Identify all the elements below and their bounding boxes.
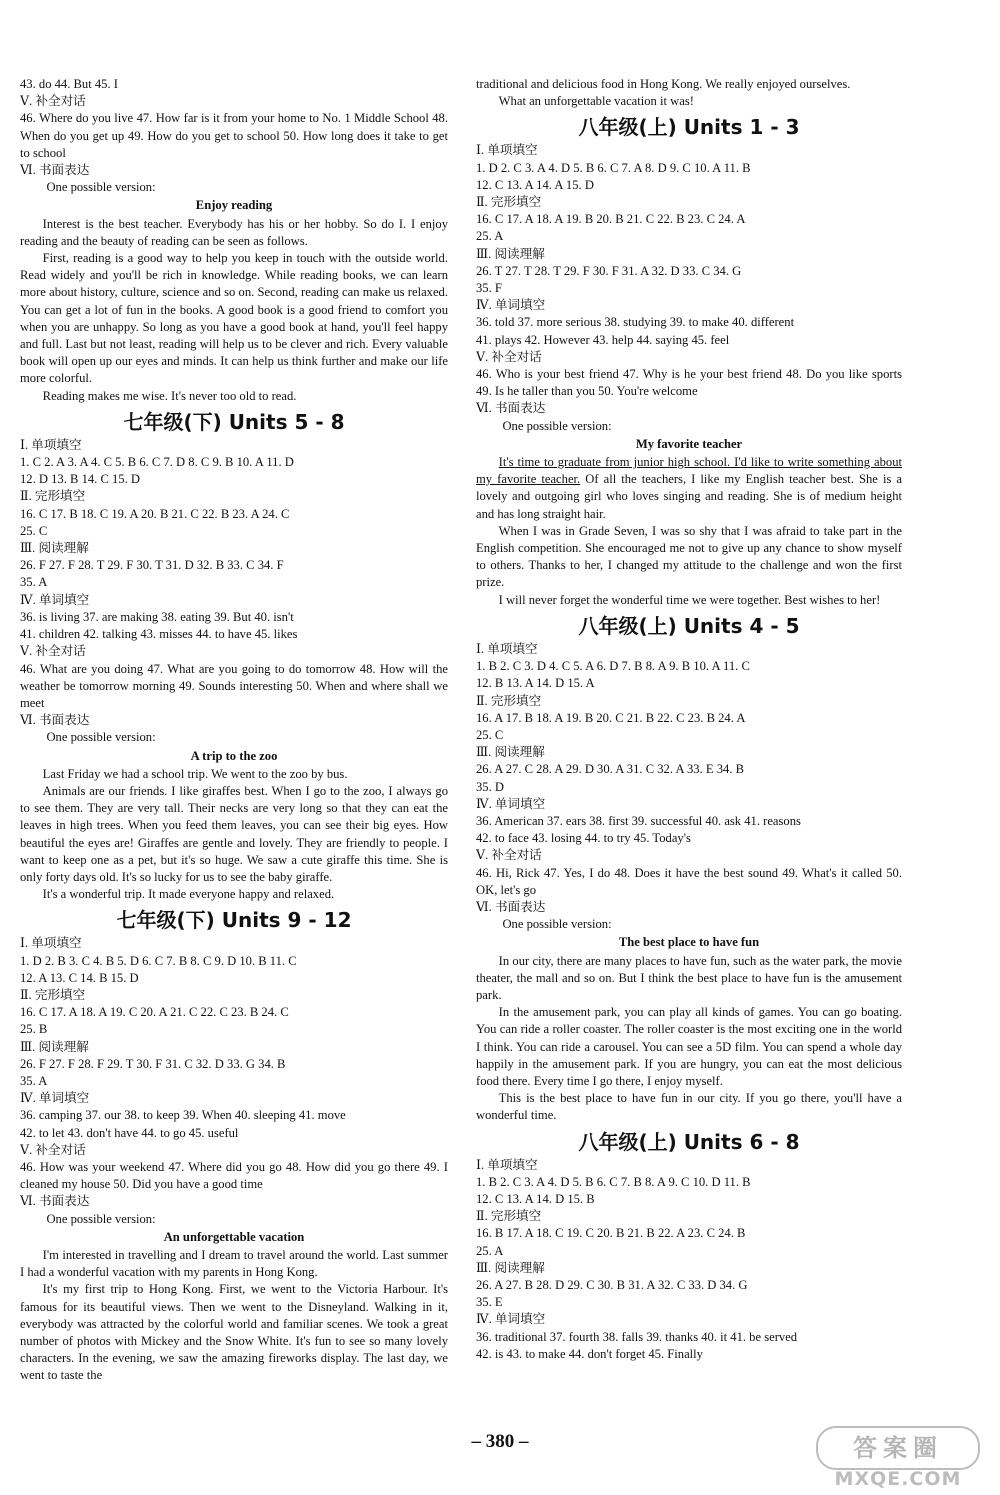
answer-line: 41. plays 42. However 43. help 44. saying 45. feel <box>476 332 730 347</box>
answer-line: 26. F 27. F 28. T 29. F 30. T 31. D 32. B 33. C 34. F <box>20 558 284 573</box>
version-note: One possible version: <box>46 730 156 745</box>
essay-title: Enjoy reading <box>195 198 273 213</box>
section-heading: Ⅵ. 书面表达 <box>476 899 546 914</box>
answer-line: 16. C 17. A 18. A 19. B 20. B 21. C 22. B 23. C 24. A <box>476 212 746 227</box>
section-heading: Ⅳ. 单词填空 <box>20 1091 90 1106</box>
answer-line: 12. B 13. A 14. D 15. A <box>476 676 595 691</box>
section-heading: Ⅵ. 书面表达 <box>476 401 546 416</box>
answer-line: 42. to let 43. don't have 44. to go 45. useful <box>20 1125 239 1140</box>
section-heading: Ⅱ. 完形填空 <box>20 987 86 1002</box>
page-number: – 380 – <box>471 1431 529 1452</box>
answer-line: 26. A 27. C 28. A 29. D 30. A 31. C 32. A 33. E 34. B <box>476 762 745 777</box>
paragraph: Last Friday we had a school trip. We went to the zoo by bus. <box>42 766 348 781</box>
answer-line: 35. E <box>476 1295 503 1310</box>
section-heading: Ⅰ. 单项填空 <box>20 437 82 452</box>
section-heading: Ⅰ. 单项填空 <box>20 936 82 951</box>
answer-line: 25. B <box>20 1022 48 1037</box>
paragraph: 46. What are you doing 47. What are you going to do tomorrow 48. How will the weather be tomorrow morning 49. Sounds interesting 50. When and where shall we meet <box>20 661 448 710</box>
paragraph: I will never forget the wonderful time we were together. Best wishes to her! <box>498 592 881 607</box>
essay-title: My favorite teacher <box>635 436 743 451</box>
section-heading: Ⅴ. 补全对话 <box>20 1142 86 1157</box>
section-heading: Ⅳ. 单词填空 <box>20 592 90 607</box>
section-heading: Ⅲ. 阅读理解 <box>476 745 545 760</box>
answer-line: 42. to face 43. losing 44. to try 45. Today's <box>476 831 691 846</box>
answer-line: 26. A 27. B 28. D 29. C 30. B 31. A 32. C 33. D 34. G <box>476 1278 748 1292</box>
watermark-url: MXQE.COM <box>834 1468 962 1490</box>
answer-line: 25. A <box>476 229 504 244</box>
answer-line: 35. A <box>20 575 48 590</box>
section-heading: Ⅵ. 书面表达 <box>20 713 90 728</box>
section-heading: Ⅲ. 阅读理解 <box>20 541 89 556</box>
answer-line: 25. A <box>476 1243 504 1258</box>
underlined-text: It's time to graduate from junior high school. I'd like to write something about my favorite teacher. <box>476 455 902 487</box>
answer-line: 1. D 2. B 3. C 4. B 5. D 6. C 7. B 8. C 9. D 10. B 11. C <box>20 953 297 968</box>
answer-line: 12. C 13. A 14. A 15. D <box>476 177 594 192</box>
paragraph: I'm interested in travelling and I dream to travel around the world. Last summer I had a wonderful vacation with my parents in Hong Kong. <box>20 1248 448 1280</box>
paragraph: It's a wonderful trip. It made everyone happy and relaxed. <box>42 887 335 902</box>
section-heading: Ⅴ. 补全对话 <box>20 94 86 109</box>
section-heading: Ⅰ. 单项填空 <box>476 1157 538 1172</box>
section-heading: Ⅳ. 单词填空 <box>476 298 546 313</box>
paragraph: 46. Who is your best friend 47. Why is he your best friend 48. Do you like sports 49. Is he taller than you 50. You're welcome <box>476 367 902 399</box>
unit-heading: 七年级(下) Units 5 - 8 <box>123 409 345 434</box>
answer-line: 16. A 17. B 18. A 19. B 20. C 21. B 22. C 23. B 24. A <box>476 710 746 725</box>
answer-line: 16. B 17. A 18. C 19. C 20. B 21. B 22. A 23. C 24. B <box>476 1226 746 1241</box>
section-heading: Ⅵ. 书面表达 <box>20 1194 90 1209</box>
section-heading: Ⅳ. 单词填空 <box>476 1312 546 1327</box>
paragraph: First, reading is a good way to help you keep in touch with the outside world. Read widely and you'll be rich in knowledge. While reading books, we can learn more about history, culture, science and so on. Second, reading can make us relaxed. You can get a lot of fun in the books. A good book is a good friend to comfort you when you are unhappy. So long as you have a good book at hand, you'll feel happy and full. Last but not least, reading will help us to be clever and rich. Every valuable book will open up our eyes and minds. It can help us think further and make our life more colorful. <box>20 251 448 386</box>
answer-line: 36. camping 37. our 38. to keep 39. When 40. sleeping 41. move <box>20 1108 346 1123</box>
answer-line: 25. C <box>476 727 504 742</box>
paragraph <box>476 454 902 523</box>
paragraph: 46. Hi, Rick 47. Yes, I do 48. Does it have the best sound 49. What's it called 50. OK, let's go <box>476 865 902 897</box>
essay-title: An unforgettable vacation <box>163 1229 305 1244</box>
answer-line: 1. D 2. C 3. A 4. D 5. B 6. C 7. A 8. D 9. C 10. A 11. B <box>476 160 751 175</box>
section-heading: Ⅴ. 补全对话 <box>476 349 542 364</box>
section-heading: Ⅳ. 单词填空 <box>476 796 546 811</box>
answer-line: 26. T 27. T 28. T 29. F 30. F 31. A 32. D 33. C 34. G <box>476 263 742 278</box>
section-heading: Ⅲ. 阅读理解 <box>476 246 545 261</box>
paragraph: This is the best place to have fun in our city. If you go there, you'll have a wonderful time. <box>476 1091 902 1123</box>
answer-line: 1. B 2. C 3. D 4. C 5. A 6. D 7. B 8. A 9. B 10. A 11. C <box>476 659 750 674</box>
section-heading: Ⅲ. 阅读理解 <box>20 1039 89 1054</box>
answer-line: 35. D <box>476 779 504 794</box>
section-heading: Ⅱ. 完形填空 <box>476 195 542 210</box>
paragraph: In our city, there are many places to have fun, such as the water park, the movie theater, the mall and so on. But I think the best place to have fun is the amusement park. <box>476 953 902 1002</box>
answer-line: 41. children 42. talking 43. misses 44. to have 45. likes <box>20 627 298 642</box>
answer-line: 35. A <box>20 1073 48 1088</box>
paragraph-text: Of all the teachers, I like my English teacher best. She is a lovely and outgoing girl who loves singing and reading. She is of medium height and has long straight hair. <box>476 472 902 521</box>
answer-line: 16. C 17. B 18. C 19. A 20. B 21. C 22. B 23. A 24. C <box>20 506 290 521</box>
answer-line: 12. A 13. C 14. B 15. D <box>20 970 139 985</box>
paragraph: What an unforgettable vacation it was! <box>498 94 694 109</box>
section-heading: Ⅴ. 补全对话 <box>476 848 542 863</box>
answer-line: 35. F <box>476 281 502 296</box>
version-note: One possible version: <box>46 180 156 195</box>
section-heading: Ⅰ. 单项填空 <box>476 641 538 656</box>
paragraph: 46. How was your weekend 47. Where did you go 48. How did you go there 49. I cleaned my house 50. Did you have a good time <box>20 1159 448 1192</box>
answer-line: 36. American 37. ears 38. first 39. successful 40. ask 41. reasons <box>476 813 801 828</box>
paragraph: Interest is the best teacher. Everybody has his or her hobby. So do I. I enjoy reading and the beauty of reading can be seen as follows. <box>20 216 448 248</box>
answer-line: 36. told 37. more serious 38. studying 39. to make 40. different <box>476 315 795 330</box>
paragraph: In the amusement park, you can play all kinds of games. You can go boating. You can ride a roller coaster. The roller coaster is the most exciting one in the world I think. You can ride a carousel. You can see a 5D film. You can spend a whole day happily in the amusement park. If you are hungry, you can eat the most delicious food there. Every time I go there, I enjoy myself. <box>476 1005 902 1088</box>
paragraph: Reading makes me wise. It's never too old to read. <box>42 388 297 403</box>
version-note: One possible version: <box>46 1211 156 1226</box>
answer-line: 1. B 2. C 3. A 4. D 5. B 6. C 7. B 8. A 9. C 10. D 11. B <box>476 1174 751 1189</box>
essay-title: The best place to have fun <box>618 935 760 950</box>
paragraph: Animals are our friends. I like giraffes best. When I go to the zoo, I always go to see them. They are very tall. Their necks are very long so that they can eat the leaves in high trees. When you feed them leaves, you can see their big eyes. How beautiful the eyes are! Giraffes are gentle and lovely. They are friendly to people. I want to keep one as a pet, but it's so huge. We saw a cute giraffe this time. She is only forty days old. It's so lucky for us to see the baby giraffe. <box>20 783 448 884</box>
paragraph: When I was in Grade Seven, I was so shy that I was afraid to take part in the English competition. She encouraged me not to give up any chance to show myself to others. Thanks to her, I changed my attitude to the challenge and won the first prize. <box>476 523 902 590</box>
section-heading: Ⅱ. 完形填空 <box>476 693 542 708</box>
answer-line: 36. is living 37. are making 38. eating 39. But 40. isn't <box>20 609 294 624</box>
left-column <box>20 76 448 1385</box>
right-column <box>476 76 902 1363</box>
watermark-logo <box>808 1424 988 1490</box>
section-heading: Ⅲ. 阅读理解 <box>476 1260 545 1275</box>
answer-line: 12. C 13. A 14. D 15. B <box>476 1191 595 1206</box>
answer-line: 25. C <box>20 523 48 538</box>
unit-heading: 八年级(上) Units 1 - 3 <box>578 115 800 140</box>
unit-heading: 八年级(上) Units 6 - 8 <box>578 1129 800 1154</box>
answer-line: 1. C 2. A 3. A 4. C 5. B 6. C 7. D 8. C 9. B 10. A 11. D <box>20 455 294 470</box>
answer-line: 16. C 17. A 18. A 19. C 20. A 21. C 22. C 23. B 24. C <box>20 1005 289 1020</box>
version-note: One possible version: <box>502 418 612 433</box>
unit-heading: 七年级(下) Units 9 - 12 <box>116 908 352 933</box>
section-heading: Ⅰ. 单项填空 <box>476 143 538 158</box>
paragraph: 46. Where do you live 47. How far is it from your home to No. 1 Middle School 48. When do you get up 49. How do you get to school 50. How long does it take to get to school <box>20 111 448 160</box>
section-heading: Ⅴ. 补全对话 <box>20 644 86 659</box>
answer-line: 12. D 13. B 14. C 15. D <box>20 472 140 487</box>
paragraph: traditional and delicious food in Hong Kong. We really enjoyed ourselves. <box>476 77 851 91</box>
version-note: One possible version: <box>502 917 612 932</box>
answer-line: 42. is 43. to make 44. don't forget 45. Finally <box>476 1346 703 1361</box>
section-heading: Ⅵ. 书面表达 <box>20 163 90 178</box>
paragraph: It's my first trip to Hong Kong. First, we went to the Victoria Harbour. It's famous for its beautiful views. Then we went to the Disneyland. Walking in it, everybody was attracted by the colorful world and familiar scenes. We took a great number of photos with Mickey and the Snow White. It's fun to see so many lovely characters. In the evening, we saw the amazing fireworks display. The last day, we went to taste the <box>20 1282 448 1383</box>
section-heading: Ⅱ. 完形填空 <box>20 489 86 504</box>
section-heading: Ⅱ. 完形填空 <box>476 1209 542 1224</box>
unit-heading: 八年级(上) Units 4 - 5 <box>578 613 800 638</box>
watermark-badge: 答案圈 <box>816 1426 980 1470</box>
answer-line: 36. traditional 37. fourth 38. falls 39. thanks 40. it 41. be served <box>476 1329 798 1344</box>
essay-title: A trip to the zoo <box>190 748 278 763</box>
answer-line: 43. do 44. But 45. I <box>20 77 118 91</box>
answer-line: 26. F 27. F 28. F 29. T 30. F 31. C 32. D 33. G 34. B <box>20 1056 286 1071</box>
